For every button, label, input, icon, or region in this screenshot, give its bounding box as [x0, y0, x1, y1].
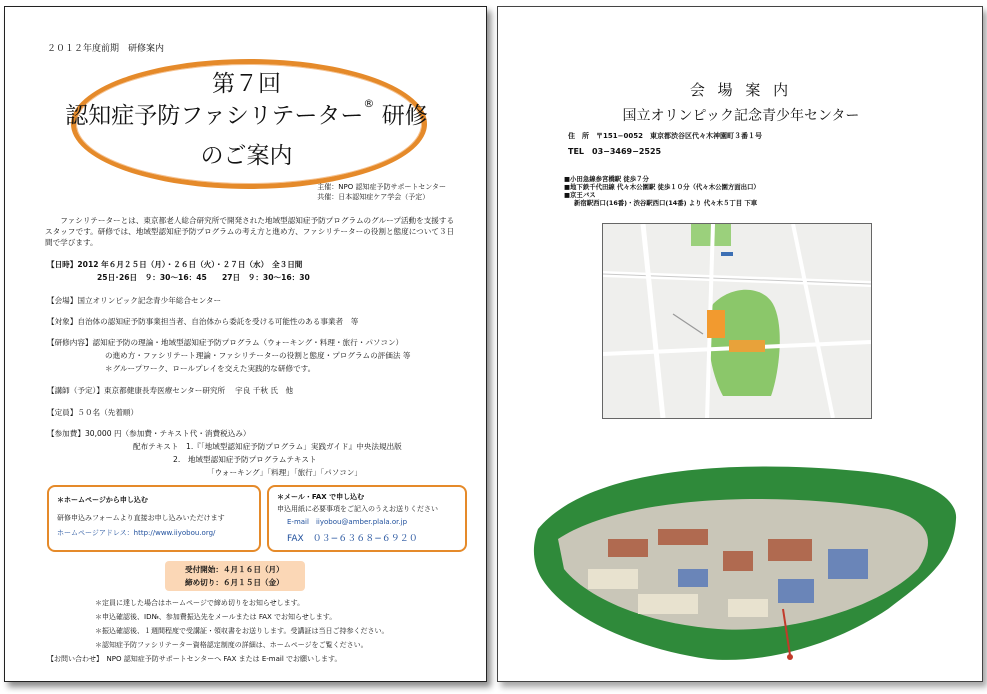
term-label: ２０１２年度前期 研修案内 [47, 44, 165, 54]
registered-mark: ® [363, 97, 375, 110]
text-line2: 2. 地域型認知症予防プログラムテキスト [173, 455, 317, 464]
time-line: 25日･26日 ９：30〜16：45 27日 ９：30〜16：30 [97, 273, 310, 282]
content-line2: の進め方・ファシリテート理論・ファシリテーターの役割と態度・プログラムの評価法 等 [105, 351, 411, 360]
content-line1: 【研修内容】認知症予防の理論・地域型認知症予防プログラム（ウォーキング・料理・旅行・パソコン） [47, 338, 404, 347]
organizer-block [317, 182, 446, 202]
date-line: 【日時】2012 年６月２５日（月）・２６日（火）・２７日（水） 全３日間 [47, 260, 303, 269]
venue-guide-title: 会 場 案 内 [689, 81, 793, 99]
access-line: ■京王バス [564, 191, 596, 199]
access-line: ■小田急線参宮橋駅 徒歩７分 [564, 175, 649, 183]
mail-apply-title: ＊メール・FAX で申し込む [277, 493, 365, 501]
capacity-line: 【定員】５０名（先着順） [47, 408, 139, 417]
note-item: ＊振込確認後、１週間程度で受講証・領収書をお送りします。受講証は当日ご持参ください。 [95, 627, 389, 635]
address-line: 住 所 〒151−0052 東京都渋谷区代々木神園町３番１号 [568, 132, 762, 140]
text-line3: 「ウォーキング」「料理」「旅行」「パソコン」 [207, 468, 362, 477]
fax-number: FAX ０３−６３６８−６９２０ [287, 534, 418, 544]
fee-line: 【参加費】30,000 円（参加費・テキスト代・消費税込み） [47, 429, 251, 438]
venue-line: 【会場】国立オリンピック記念青少年総合センター [47, 296, 222, 305]
access-map [602, 223, 872, 419]
title-main: 認知症予防ファシリテーター [65, 103, 364, 129]
campus-illustration [528, 459, 960, 669]
homepage-link[interactable]: ホームページアドレス：http://www.iiyobou.org/ [57, 529, 216, 537]
web-apply-desc: 研修申込みフォームより直接お申し込みいただけます [57, 514, 225, 522]
access-line: 新宿駅西口(16番)・渋谷駅西口(14番) より 代々木５丁目 下車 [574, 199, 758, 207]
title-line2 [5, 97, 488, 130]
cohost: 共催：日本認知症ケア学会（予定） [317, 193, 430, 201]
map-graphic [603, 224, 871, 418]
note-item: ＊定員に達した場合はホームページで締め切りをお知らせします。 [95, 599, 305, 607]
title-line3: のご案内 [200, 143, 293, 169]
mail-apply-box [267, 485, 467, 552]
title-suffix: 研修 [374, 103, 428, 129]
email-link[interactable]: E-mail iiyobou@amber.plala.or.jp [287, 518, 408, 526]
tel-line: TEL 03−3469−2525 [568, 147, 662, 156]
intro-text: ファシリテーターとは、東京都老人総合研究所で開発された地域型認知症予防プログラムのグループ活動を支援するスタッフです。研修では、地域型認知症予防プログラムの考え方と進め方、ファシリテーターの役割と態度について３日間で学びます。 [45, 216, 455, 247]
access-line: ■地下鉄千代田線 代々木公園駅 徒歩１０分（代々木公園方面出口） [564, 183, 760, 191]
host: 主催：NPO 認知症予防サポートセンター [317, 183, 446, 191]
title-line1: 第７回 [212, 71, 281, 97]
venue-name: 国立オリンピック記念青少年センター [622, 108, 860, 124]
campus-map [528, 459, 960, 669]
reception-period [165, 561, 305, 591]
web-apply-title: ＊ホームページから申し込む [57, 496, 148, 504]
content-line3: ＊グループワーク、ロールプレイを交えた実践的な研修です。 [105, 364, 316, 373]
web-apply-box [47, 485, 261, 552]
venue-guide-page [497, 6, 983, 682]
note-item: ＊申込確認後、ID№、参加費振込先をメールまたは FAX でお知らせします。 [95, 613, 337, 621]
mail-apply-desc: 申込用紙に必要事項をご記入のうえお送りください [277, 505, 438, 513]
reception-end: 締め切り：６月１５日（金） [185, 578, 284, 587]
inquiry-line: 【お問い合わせ】 NPO 認知症予防サポートセンターへ FAX または E‐mail でお願いします。 [47, 655, 342, 663]
text-line1: 配布テキスト 1.『「地域型認知症予防プログラム」実践ガイド』中央法規出版 [133, 442, 402, 451]
lecturer-line: 【講師（予定）】東京都健康長寿医療センター研究所 宇良 千秋 氏 他 [47, 386, 294, 395]
reception-start: 受付開始：４月１６日（月） [185, 565, 284, 574]
target-line: 【対象】自治体の認知症予防事業担当者、自治体から委託を受ける可能性のある事業者 等 [47, 317, 359, 326]
flyer-page [4, 6, 487, 682]
note-item: ＊認知症予防ファシリテーター資格認定制度の詳細は、ホームページをご覧ください。 [95, 641, 368, 649]
